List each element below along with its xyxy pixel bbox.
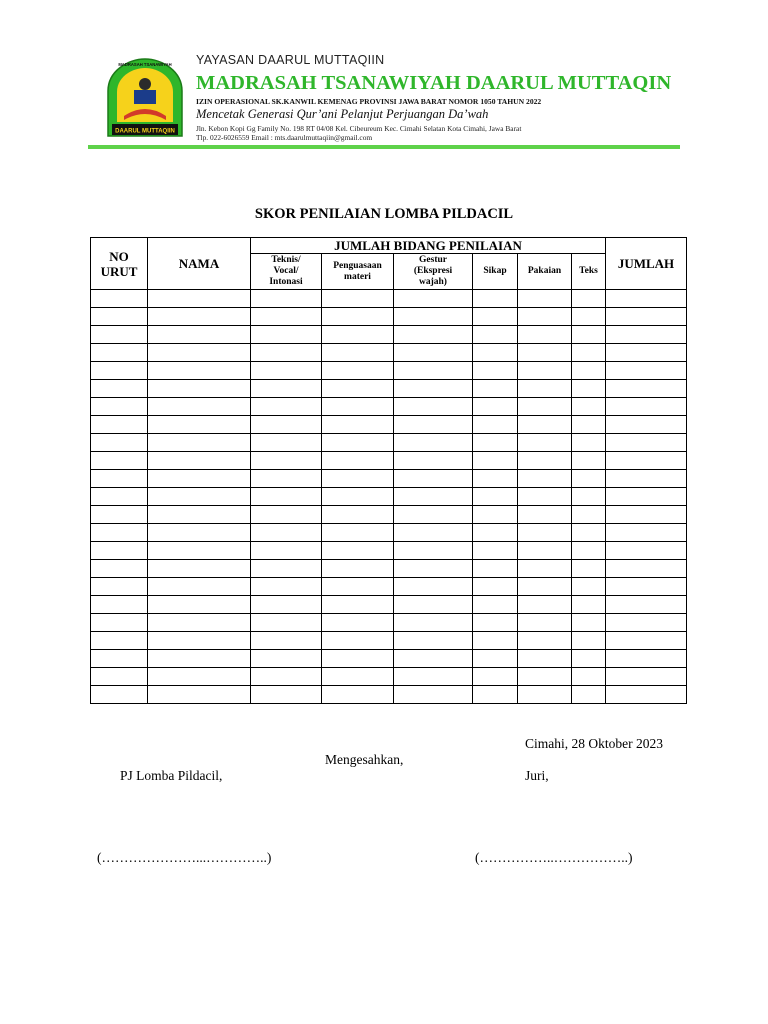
table-row <box>91 650 687 668</box>
table-row <box>91 488 687 506</box>
table-row <box>91 542 687 560</box>
table-cell <box>518 434 572 452</box>
table-cell <box>251 614 322 632</box>
table-cell <box>91 578 148 596</box>
table-cell <box>322 488 394 506</box>
header-criterion-penguasaan <box>322 254 394 290</box>
table-cell <box>518 290 572 308</box>
letterhead-divider <box>88 145 680 149</box>
juri-label: Juri, <box>525 768 549 783</box>
table-cell <box>473 452 518 470</box>
table-cell <box>251 524 322 542</box>
table-cell <box>572 668 606 686</box>
table-cell <box>606 290 687 308</box>
table-cell <box>518 614 572 632</box>
table-cell <box>518 596 572 614</box>
table-cell <box>394 344 473 362</box>
table-cell <box>251 308 322 326</box>
table-cell <box>394 596 473 614</box>
table-cell <box>148 542 251 560</box>
table-cell <box>473 362 518 380</box>
pj-signature-line: (…………………...…………..) <box>97 850 272 865</box>
table-cell <box>572 434 606 452</box>
logo-top-text: MADRASAH TSANAWIYAH <box>118 62 172 67</box>
table-cell <box>394 614 473 632</box>
table-cell <box>91 326 148 344</box>
address-block <box>196 124 521 142</box>
criterion-line: Intonasi <box>269 277 303 287</box>
table-cell <box>322 542 394 560</box>
table-row <box>91 380 687 398</box>
table-row <box>91 614 687 632</box>
header-no-urut <box>91 238 148 290</box>
table-cell <box>91 686 148 704</box>
table-cell <box>322 524 394 542</box>
table-cell <box>473 506 518 524</box>
table-cell <box>148 416 251 434</box>
pj-label: PJ Lomba Pildacil, <box>120 768 223 783</box>
table-cell <box>394 650 473 668</box>
table-cell <box>606 668 687 686</box>
table-cell <box>473 470 518 488</box>
table-cell <box>572 524 606 542</box>
table-cell <box>394 578 473 596</box>
table-cell <box>148 560 251 578</box>
table-cell <box>148 614 251 632</box>
school-name: MADRASAH TSANAWIYAH DAARUL MUTTAQIN <box>196 72 672 94</box>
table-row <box>91 452 687 470</box>
score-table <box>90 237 687 704</box>
table-cell <box>473 668 518 686</box>
header-jumlah: JUMLAH <box>606 238 687 290</box>
table-cell <box>572 416 606 434</box>
table-cell <box>322 290 394 308</box>
table-cell <box>91 362 148 380</box>
table-cell <box>91 632 148 650</box>
table-row <box>91 686 687 704</box>
table-cell <box>91 398 148 416</box>
table-cell <box>572 344 606 362</box>
table-cell <box>518 578 572 596</box>
table-cell <box>322 452 394 470</box>
table-cell <box>606 632 687 650</box>
table-cell <box>91 596 148 614</box>
table-cell <box>394 524 473 542</box>
table-cell <box>473 434 518 452</box>
table-cell <box>572 326 606 344</box>
table-cell <box>148 650 251 668</box>
table-row <box>91 308 687 326</box>
table-cell <box>518 560 572 578</box>
table-cell <box>251 398 322 416</box>
table-cell <box>251 632 322 650</box>
table-cell <box>572 308 606 326</box>
table-cell <box>148 434 251 452</box>
table-cell <box>91 434 148 452</box>
table-cell <box>473 686 518 704</box>
table-row <box>91 398 687 416</box>
table-cell <box>473 578 518 596</box>
table-cell <box>251 488 322 506</box>
table-row <box>91 668 687 686</box>
table-cell <box>473 416 518 434</box>
table-cell <box>148 596 251 614</box>
contact-line: Tlp. 022-6026559 Email : mts.daarulmuttaqiin@gmail.com <box>196 133 373 142</box>
table-cell <box>473 596 518 614</box>
table-cell <box>572 290 606 308</box>
table-cell <box>606 344 687 362</box>
table-cell <box>148 362 251 380</box>
table-cell <box>606 524 687 542</box>
table-row <box>91 506 687 524</box>
table-cell <box>322 326 394 344</box>
header-criterion-gestur <box>394 254 473 290</box>
table-cell <box>148 290 251 308</box>
table-cell <box>473 326 518 344</box>
table-cell <box>572 488 606 506</box>
table-cell <box>91 344 148 362</box>
criterion-line: Teknis/ <box>271 255 301 265</box>
table-cell <box>251 506 322 524</box>
table-cell <box>394 380 473 398</box>
table-cell <box>148 488 251 506</box>
table-cell <box>251 542 322 560</box>
table-cell <box>518 470 572 488</box>
table-cell <box>251 578 322 596</box>
criterion-line: wajah) <box>419 277 447 287</box>
table-cell <box>572 506 606 524</box>
table-cell <box>322 362 394 380</box>
table-cell <box>148 380 251 398</box>
table-cell <box>91 650 148 668</box>
table-cell <box>148 452 251 470</box>
logo-banner-text: DAARUL MUTTAQIIN <box>115 128 175 135</box>
table-row <box>91 290 687 308</box>
table-cell <box>572 452 606 470</box>
table-cell <box>606 542 687 560</box>
table-row <box>91 578 687 596</box>
table-cell <box>518 416 572 434</box>
table-cell <box>572 560 606 578</box>
table-row <box>91 344 687 362</box>
table-row <box>91 560 687 578</box>
table-cell <box>322 344 394 362</box>
table-cell <box>251 650 322 668</box>
table-cell <box>322 686 394 704</box>
table-cell <box>322 470 394 488</box>
table-cell <box>251 452 322 470</box>
table-cell <box>394 326 473 344</box>
table-cell <box>148 668 251 686</box>
table-cell <box>251 596 322 614</box>
table-cell <box>518 668 572 686</box>
approval-label: Mengesahkan, <box>325 752 404 767</box>
table-cell <box>91 614 148 632</box>
address-line: Jln. Kebon Kopi Gg Family No. 198 RT 04/08 Kel. Cibeureum Kec. Cimahi Selatan Kota Cimahi, Jawa Barat <box>196 124 522 133</box>
table-cell <box>251 686 322 704</box>
table-cell <box>473 560 518 578</box>
table-cell <box>394 632 473 650</box>
table-cell <box>473 344 518 362</box>
table-cell <box>91 506 148 524</box>
table-cell <box>518 488 572 506</box>
table-cell <box>322 560 394 578</box>
table-cell <box>606 614 687 632</box>
table-cell <box>473 290 518 308</box>
table-row <box>91 524 687 542</box>
table-cell <box>606 308 687 326</box>
table-cell <box>606 326 687 344</box>
table-cell <box>251 434 322 452</box>
table-cell <box>91 416 148 434</box>
table-cell <box>322 380 394 398</box>
table-cell <box>606 416 687 434</box>
table-cell <box>322 632 394 650</box>
table-cell <box>518 632 572 650</box>
table-row <box>91 416 687 434</box>
table-cell <box>473 614 518 632</box>
criterion-line: Penguasaan <box>333 260 382 271</box>
table-cell <box>518 506 572 524</box>
table-cell <box>322 308 394 326</box>
table-cell <box>322 578 394 596</box>
table-cell <box>473 380 518 398</box>
table-cell <box>322 506 394 524</box>
table-cell <box>322 416 394 434</box>
table-cell <box>148 470 251 488</box>
table-cell <box>572 596 606 614</box>
table-cell <box>394 470 473 488</box>
table-cell <box>91 290 148 308</box>
table-cell <box>518 398 572 416</box>
table-cell <box>606 398 687 416</box>
table-cell <box>91 524 148 542</box>
table-cell <box>251 290 322 308</box>
table-cell <box>572 470 606 488</box>
table-cell <box>606 596 687 614</box>
table-cell <box>394 488 473 506</box>
table-row <box>91 362 687 380</box>
table-cell <box>473 632 518 650</box>
criterion-line: Vocal/ <box>273 266 299 276</box>
table-cell <box>251 560 322 578</box>
table-cell <box>518 380 572 398</box>
table-row <box>91 596 687 614</box>
table-cell <box>606 488 687 506</box>
table-cell <box>606 650 687 668</box>
table-cell <box>473 650 518 668</box>
table-cell <box>322 668 394 686</box>
table-cell <box>394 398 473 416</box>
table-cell <box>251 668 322 686</box>
header-criterion-teks: Teks <box>572 254 606 290</box>
table-cell <box>606 434 687 452</box>
table-cell <box>518 452 572 470</box>
table-cell <box>322 398 394 416</box>
table-row <box>91 470 687 488</box>
table-cell <box>572 650 606 668</box>
juri-signature-line: (……………..……………..) <box>475 850 633 865</box>
table-cell <box>148 686 251 704</box>
table-cell <box>572 398 606 416</box>
table-cell <box>572 578 606 596</box>
table-cell <box>606 686 687 704</box>
document-title: SKOR PENILAIAN LOMBA PILDACIL <box>254 206 514 222</box>
table-cell <box>606 578 687 596</box>
table-cell <box>606 362 687 380</box>
table-cell <box>394 506 473 524</box>
table-cell <box>394 308 473 326</box>
table-cell <box>518 542 572 560</box>
score-table-body <box>91 290 687 704</box>
table-row <box>91 326 687 344</box>
table-cell <box>473 524 518 542</box>
table-row <box>91 434 687 452</box>
table-cell <box>91 308 148 326</box>
table-cell <box>473 542 518 560</box>
table-cell <box>91 488 148 506</box>
table-cell <box>148 308 251 326</box>
criterion-line: Gestur <box>419 255 447 265</box>
table-cell <box>473 488 518 506</box>
table-cell <box>91 470 148 488</box>
table-cell <box>572 542 606 560</box>
table-cell <box>394 362 473 380</box>
table-cell <box>91 668 148 686</box>
table-cell <box>606 506 687 524</box>
header-criterion-teknis <box>251 254 322 290</box>
table-cell <box>394 560 473 578</box>
criterion-line: (Ekspresi <box>413 266 453 276</box>
table-cell <box>322 650 394 668</box>
table-cell <box>251 380 322 398</box>
table-cell <box>518 686 572 704</box>
table-cell <box>518 308 572 326</box>
table-cell <box>572 380 606 398</box>
table-cell <box>322 614 394 632</box>
table-row <box>91 632 687 650</box>
header-no-line1: NO <box>109 248 129 264</box>
table-cell <box>148 326 251 344</box>
table-cell <box>518 362 572 380</box>
table-cell <box>251 416 322 434</box>
table-cell <box>394 542 473 560</box>
school-logo <box>104 56 186 140</box>
table-cell <box>572 686 606 704</box>
table-cell <box>322 434 394 452</box>
table-cell <box>91 380 148 398</box>
table-cell <box>322 596 394 614</box>
table-cell <box>148 398 251 416</box>
table-cell <box>394 416 473 434</box>
table-cell <box>251 362 322 380</box>
motto: Mencetak Generasi Qur’ani Pelanjut Perjuangan Da’wah <box>196 107 489 121</box>
table-cell <box>394 452 473 470</box>
table-cell <box>91 542 148 560</box>
table-cell <box>251 344 322 362</box>
header-no-line2: URUT <box>100 263 138 279</box>
foundation-name: YAYASAN DAARUL MUTTAQIIN <box>196 53 385 67</box>
table-cell <box>606 452 687 470</box>
header-nama: NAMA <box>148 238 251 290</box>
table-cell <box>251 326 322 344</box>
table-cell <box>473 398 518 416</box>
table-cell <box>148 344 251 362</box>
table-cell <box>148 632 251 650</box>
table-cell <box>518 326 572 344</box>
license-line: IZIN OPERASIONAL SK.KANWIL KEMENAG PROVINSI JAWA BARAT NOMOR 1050 TAHUN 2022 <box>196 97 542 106</box>
table-cell <box>394 686 473 704</box>
table-cell <box>518 344 572 362</box>
table-cell <box>518 524 572 542</box>
table-cell <box>148 578 251 596</box>
table-cell <box>148 506 251 524</box>
table-cell <box>473 308 518 326</box>
table-cell <box>572 362 606 380</box>
table-cell <box>394 290 473 308</box>
table-cell <box>91 560 148 578</box>
place-date: Cimahi, 28 Oktober 2023 <box>525 736 663 751</box>
table-cell <box>394 668 473 686</box>
table-cell <box>572 632 606 650</box>
table-cell <box>518 650 572 668</box>
table-cell <box>251 470 322 488</box>
table-cell <box>606 380 687 398</box>
criterion-line: materi <box>344 271 371 282</box>
table-cell <box>148 524 251 542</box>
table-cell <box>606 560 687 578</box>
header-group-criteria: JUMLAH BIDANG PENILAIAN <box>251 238 606 254</box>
table-cell <box>572 614 606 632</box>
table-cell <box>91 452 148 470</box>
header-criterion-sikap: Sikap <box>473 254 518 290</box>
header-criterion-pakaian: Pakaian <box>518 254 572 290</box>
table-cell <box>394 434 473 452</box>
table-cell <box>606 470 687 488</box>
